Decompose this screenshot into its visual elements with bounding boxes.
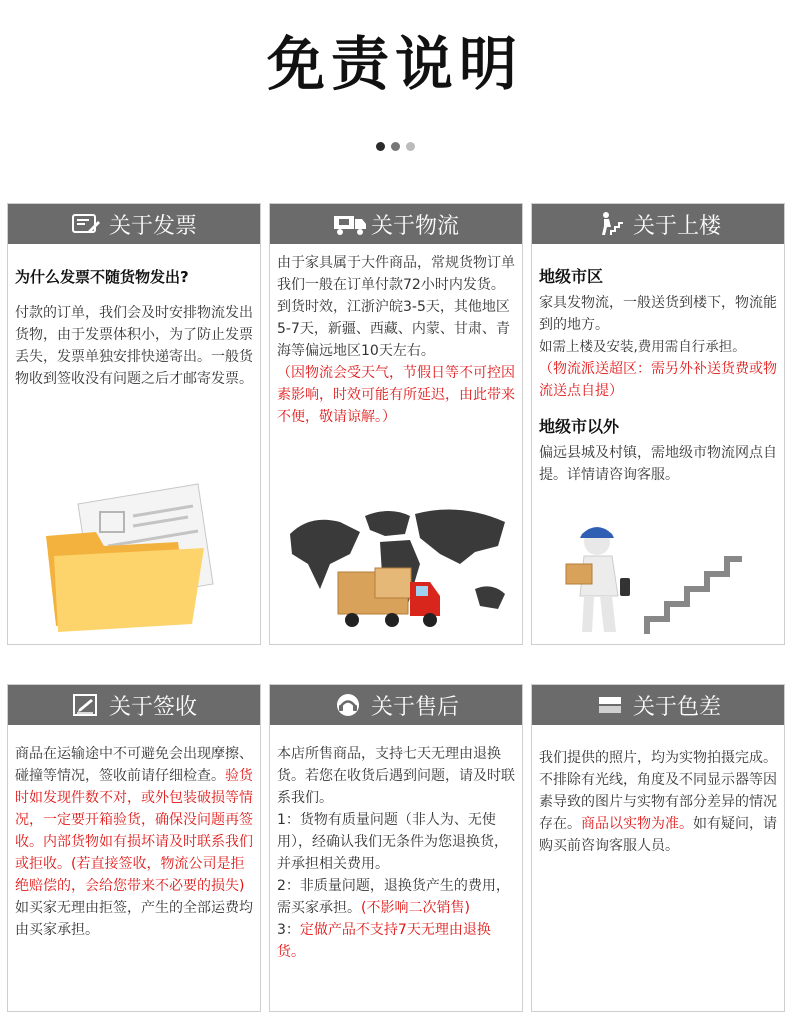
invoice-text: 付款的订单，我们会及时安排物流发出货物，由于发票体积小，为了防止发票丢失，发票单独安排快递寄出。一般货物收到签收没有问题之后才邮寄发票。 xyxy=(15,305,253,387)
upstairs-sub1: 地级市区 xyxy=(539,267,604,286)
card-upstairs xyxy=(531,203,785,645)
receipt-text xyxy=(15,743,256,941)
aftersale-item3-red: 定做产品不支持7天无理由退换货。 xyxy=(277,922,491,960)
page-title: 免责说明 xyxy=(266,30,523,98)
card-upstairs-header xyxy=(532,204,784,244)
aftersale-item2-red: (不影响二次销售) xyxy=(361,900,470,916)
logistics-note: （因物流会受天气，节假日等不可控因素影响，时效可能有所延迟，由此带来不便，敬请谅解。） xyxy=(277,365,515,425)
card-title: 关于色差 xyxy=(632,694,721,720)
color-text2: 如有疑问，请购买前咨询客服人员。 xyxy=(539,816,777,854)
pager-dot[interactable] xyxy=(391,142,400,151)
card-title: 关于发票 xyxy=(108,213,197,239)
logistics-text1: 由于家具属于大件商品，常规货物订单我们一般在订单付款72小时内发货。 xyxy=(277,255,515,293)
aftersale-item2-line xyxy=(277,875,518,919)
invoice-question: 为什么发票不随货物发出? xyxy=(15,268,189,286)
aftersale-text1: 本店所售商品，支持七天无理由退换货。若您在收货后遇到问题，请及时联系我们。 xyxy=(277,746,515,806)
pager-dot[interactable] xyxy=(406,142,415,151)
truck-icon xyxy=(333,211,363,237)
aftersale-item2: 2：非质量问题，退换货产生的费用，需买家承担。 xyxy=(277,878,510,916)
aftersale-item3-line xyxy=(277,919,518,963)
world-truck-illustration xyxy=(270,494,522,644)
pager-dot[interactable] xyxy=(376,142,385,151)
card-title: 关于售后 xyxy=(370,694,459,720)
color-text1: 我们提供的照片，均为实物拍摄完成。不排除有光线，角度及不同显示器等因素导致的图片与实物有部分差异的情况存在。 xyxy=(539,750,777,832)
delivery-worker-illustration xyxy=(532,514,784,644)
card-aftersale xyxy=(269,684,523,1012)
receipt-text1: 商品在运输途中不可避免会出现摩擦、碰撞等情况，签收前请仔细检查。 xyxy=(15,746,253,784)
pager-dots xyxy=(0,136,790,155)
color-red1: 商品以实物为准。 xyxy=(581,816,693,832)
aftersale-item3-prefix: 3： xyxy=(277,922,300,938)
logistics-text2: 到货时效，江浙沪皖3-5天，其他地区5-7天，新疆、西藏、内蒙、甘肃、青海等偏远地区10天左右。 xyxy=(277,299,510,359)
upstairs-text1: 家具发物流，一般送货到楼下，物流能到的地方。 xyxy=(539,295,777,333)
invoice-icon xyxy=(71,211,101,237)
card-title: 关于上楼 xyxy=(632,213,721,239)
sign-icon xyxy=(71,692,101,718)
card-color-header xyxy=(532,685,784,725)
upstairs-note: （物流派送超区：需另外补送货费或物流送点自提） xyxy=(539,361,777,399)
card-invoice-header xyxy=(8,204,260,244)
card-receipt-header xyxy=(8,685,260,725)
upstairs-text2: 如需上楼及安装,费用需自行承担。 xyxy=(539,339,746,355)
card-logistics xyxy=(269,203,523,645)
folder-illustration xyxy=(8,464,260,644)
receipt-text2: 如买家无理由拒签，产生的全部运费均由买家承担。 xyxy=(15,900,253,938)
headset-icon xyxy=(333,692,363,718)
card-receipt xyxy=(7,684,261,1012)
worker-stairs-icon xyxy=(595,211,625,237)
card-color xyxy=(531,684,785,1012)
card-logistics-header xyxy=(270,204,522,244)
color-text xyxy=(539,747,780,857)
card-title: 关于签收 xyxy=(108,694,197,720)
card-title: 关于物流 xyxy=(370,213,459,239)
receipt-red1: 验货时如发现件数不对，或外包装破损等情况，一定要开箱验货，确保没问题再签收。内部货物如有损坏请及时联系我们或拒收。(若直接签收，物流公司是拒绝赔偿的，会给您带来不必要的损失) xyxy=(15,768,253,894)
upstairs-sub2: 地级市以外 xyxy=(539,417,620,436)
aftersale-item1: 1：货物有质量问题（非人为、无使用），经确认我们无条件为您退换货，并承担相关费用。 xyxy=(277,812,508,872)
card-invoice xyxy=(7,203,261,645)
upstairs-text3: 偏远县城及村镇，需地级市物流网点自提。详情请咨询客服。 xyxy=(539,445,777,483)
color-icon xyxy=(595,692,625,718)
card-aftersale-header xyxy=(270,685,522,725)
